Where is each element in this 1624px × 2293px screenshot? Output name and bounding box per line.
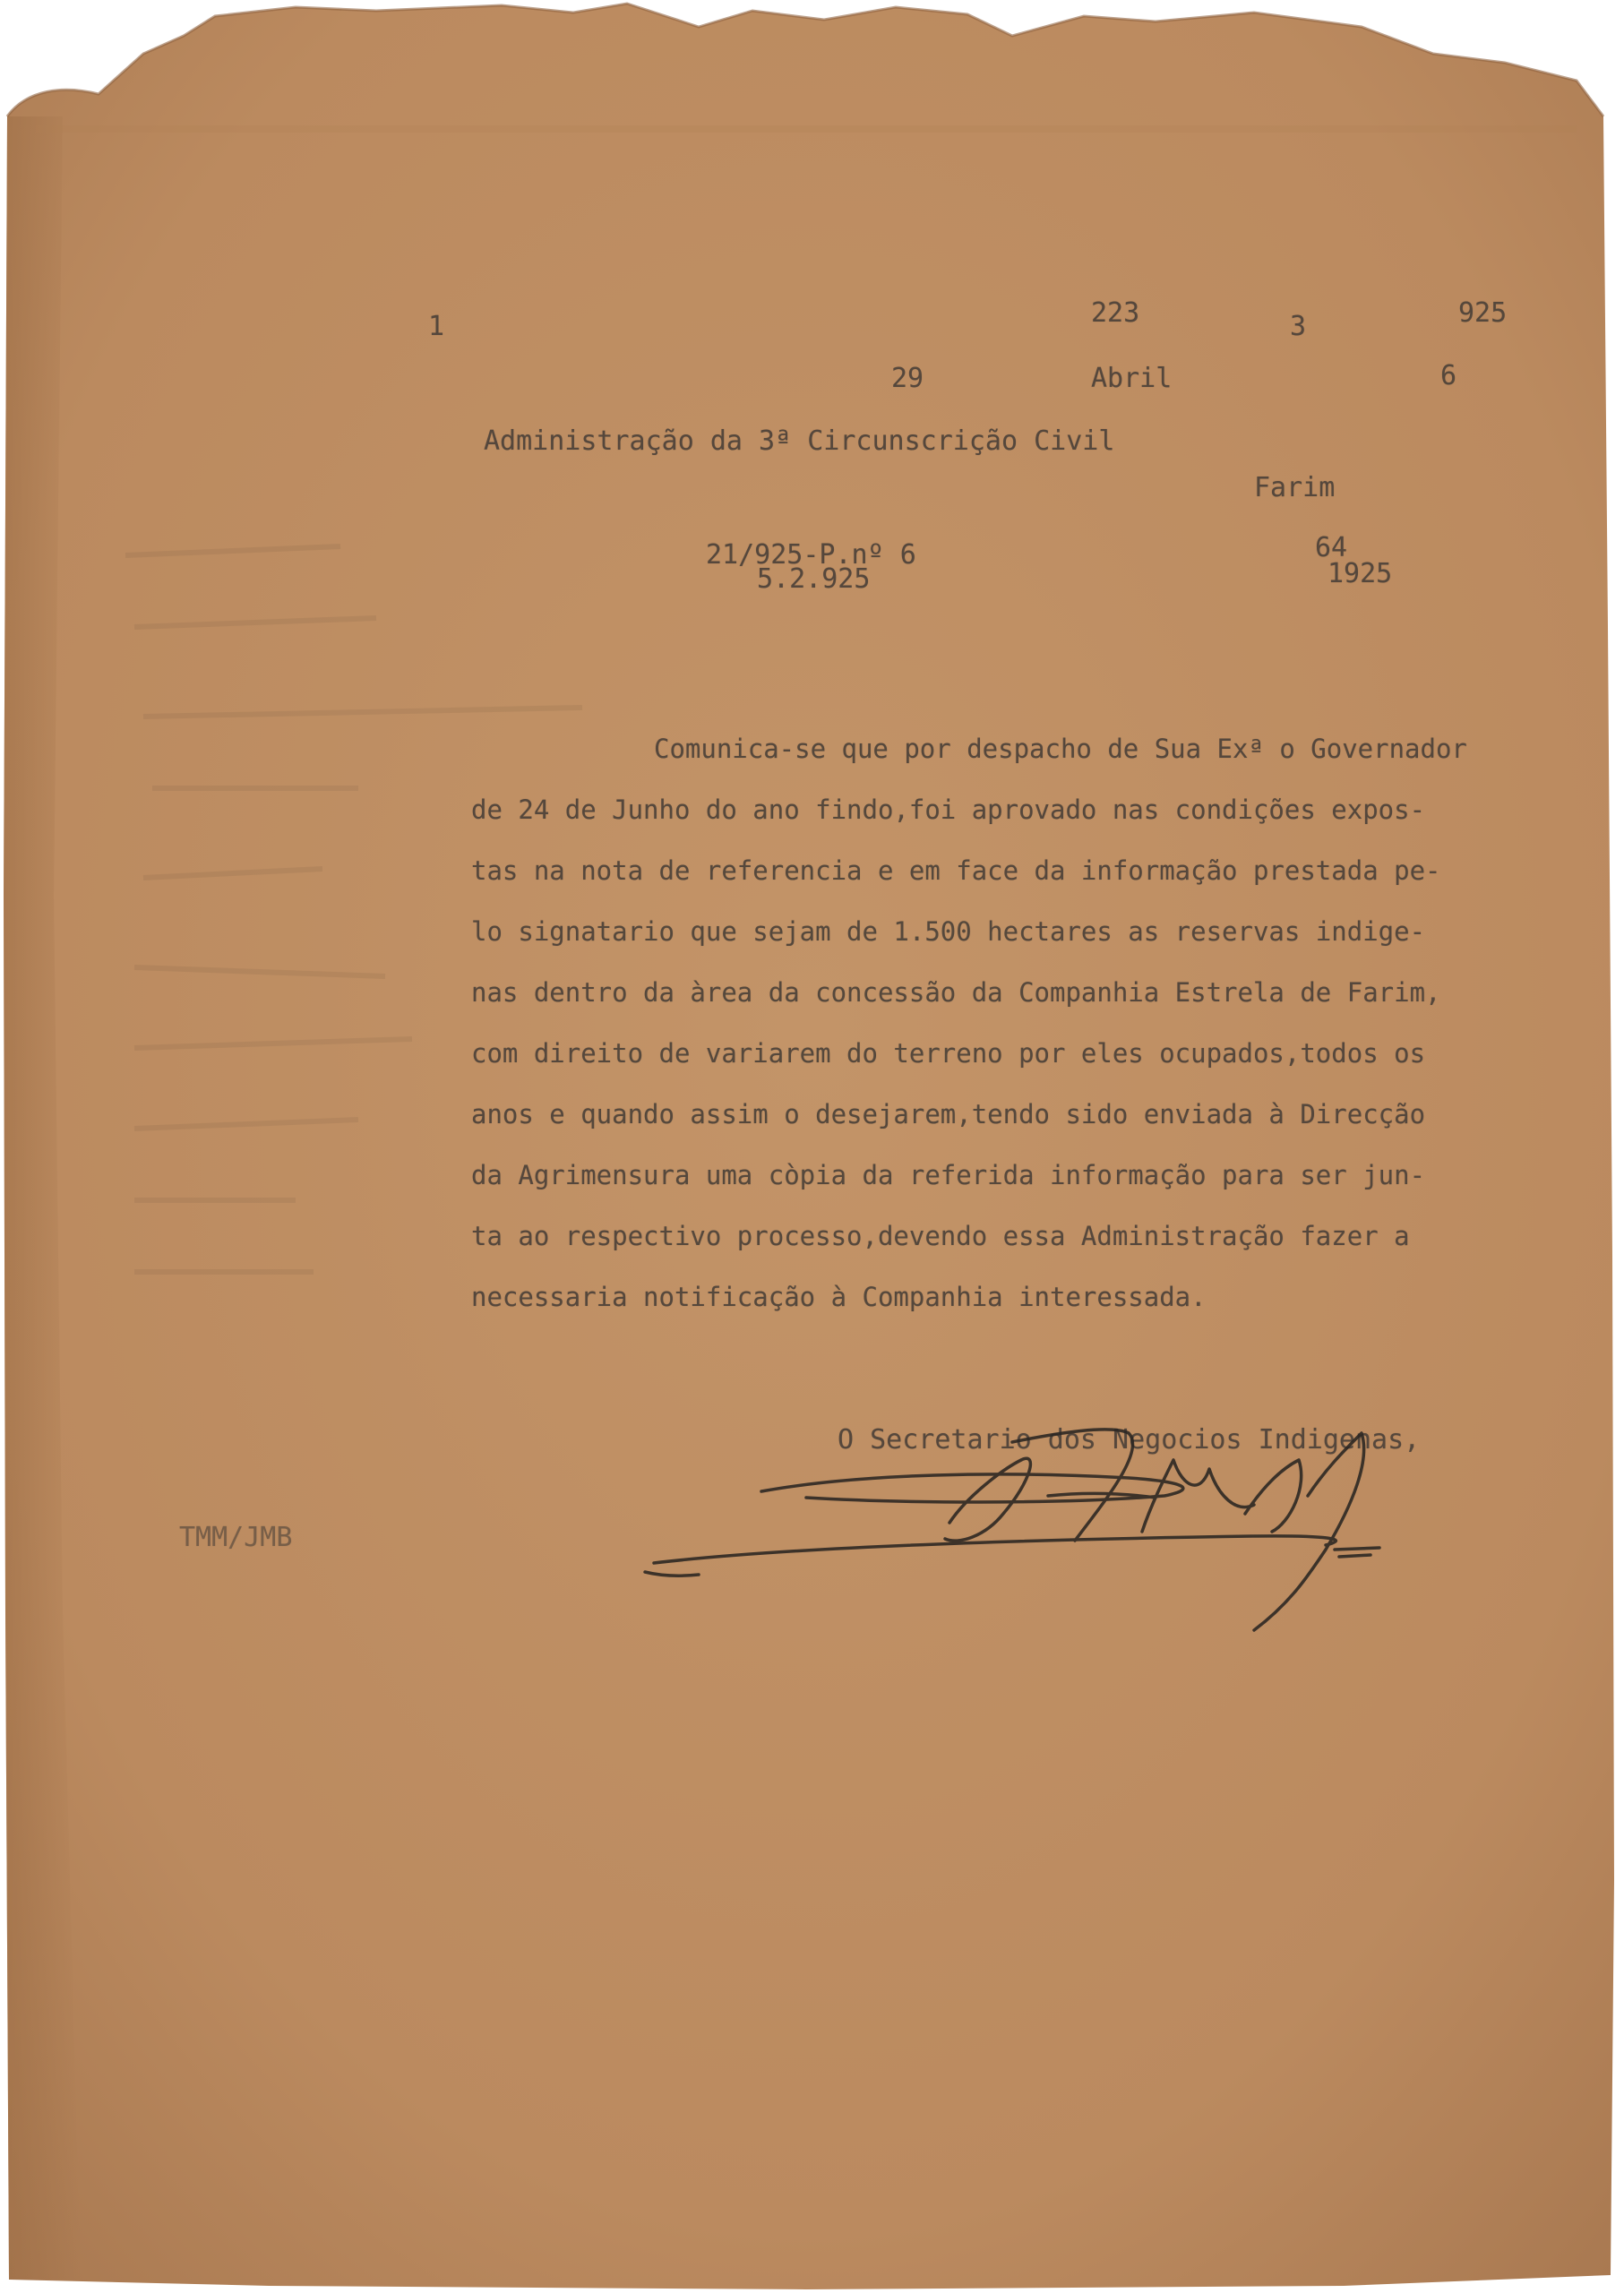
day: 29: [891, 363, 924, 394]
month: Abril: [1091, 363, 1173, 394]
reference-number: 223: [1091, 297, 1140, 329]
body-line: Comunica-se que por despacho de Sua Exª o Governador: [654, 734, 1467, 764]
typist-initials: TMM/JMB: [179, 1522, 293, 1553]
reference-year: 925: [1458, 297, 1508, 329]
body-line: nas dentro da àrea da concessão da Companhia Estrela de Farim,: [471, 977, 1441, 1008]
body-line: lo signatario que sejam de 1.500 hectares as reservas indige-: [471, 916, 1426, 947]
reference-index-year: 1925: [1328, 558, 1393, 589]
copies-count: 6: [1440, 360, 1457, 391]
location: Farim: [1254, 472, 1336, 503]
reference-index: 64: [1315, 532, 1348, 563]
addressee: Administração da 3ª Circunscrição Civil: [484, 425, 1115, 457]
body-text: [471, 718, 1600, 1327]
handwritten-signature: [627, 1397, 1433, 1648]
closing-line: O Secretario dos Negocios Indigenas,: [838, 1424, 1421, 1456]
body-line: anos e quando assim o desejarem,tendo sido enviada à Direcção: [471, 1099, 1426, 1129]
body-line: necessaria notificação à Companhia interessada.: [471, 1282, 1207, 1312]
body-line: de 24 de Junho do ano findo,foi aprovado nas condições expos-: [471, 794, 1426, 825]
body-line: da Agrimensura uma còpia da referida informação para ser jun-: [471, 1160, 1426, 1190]
reference-mark: 3: [1290, 311, 1307, 342]
reference-date: 5.2.925: [757, 563, 871, 595]
body-line: com direito de variarem do terreno por eles ocupados,todos os: [471, 1038, 1426, 1069]
page-number: 1: [428, 311, 445, 342]
reference-code: 21/925-P.nº 6: [706, 539, 916, 571]
body-line: ta ao respectivo processo,devendo essa Administração fazer a: [471, 1221, 1410, 1251]
body-line: tas na nota de referencia e em face da informação prestada pe-: [471, 855, 1441, 886]
